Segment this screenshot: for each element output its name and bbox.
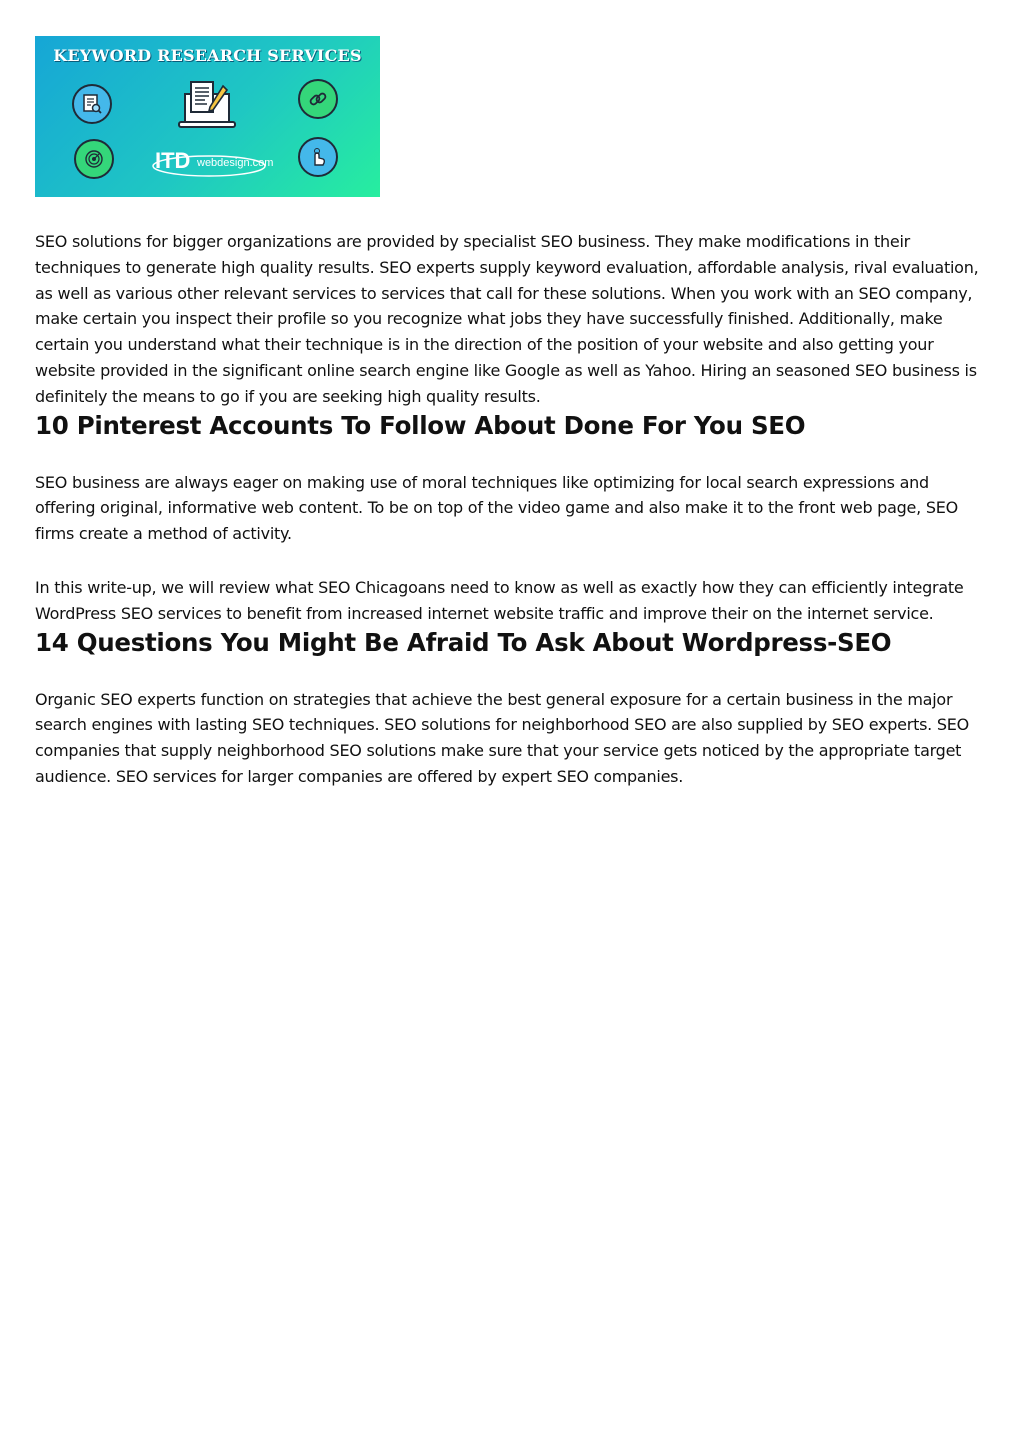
paragraph-seo-business: SEO business are always eager on making use of moral techniques like optimizing for local search expressions and offering original, informative web content. To be on top of the video game and also make it to the front web page, SEO firms create a method of activity. bbox=[35, 472, 958, 544]
section-heading-pinterest: 10 Pinterest Accounts To Follow About Done For You SEO bbox=[35, 410, 806, 440]
touch-hand-icon bbox=[298, 137, 338, 177]
itd-webdesign-logo bbox=[151, 144, 274, 180]
svg-text:ITD: ITD bbox=[155, 148, 191, 173]
section-heading-questions: 14 Questions You Might Be Afraid To Ask About Wordpress-SEO bbox=[35, 627, 892, 657]
radar-target-icon bbox=[74, 139, 114, 179]
paragraph-write-up: In this write-up, we will review what SEO Chicagoans need to know as well as exactly how they can efficiently integrate WordPress SEO services to benefit from increased internet website traffic and improve their on the internet service. bbox=[35, 577, 964, 623]
report-search-icon bbox=[72, 84, 112, 124]
keyword-research-banner-image bbox=[35, 36, 380, 197]
intro-paragraph: SEO solutions for bigger organizations are provided by specialist SEO business. They make modifications in their techniques to generate high quality results. SEO experts supply keyword evaluation, affordable analysis, rival evaluation, as well as various other relevant services to services that call for these solutions. When you work with an SEO company, make certain you inspect their profile so you recognize what jobs they have successfully finished. Additionally, make certain you understand what their technique is in the direction of the position of your website and also getting your website provided in the significant online search engine like Google as well as Yahoo. Hiring an seasoned SEO business is definitely the means to go if you are seeking high quality results. bbox=[35, 232, 979, 406]
brand-domain: webdesign.com bbox=[197, 157, 274, 169]
laptop-document-icon bbox=[177, 80, 237, 132]
paragraph-organic-seo: Organic SEO experts function on strategies that achieve the best general exposure for a certain business in the major search engines with lasting SEO techniques. SEO solutions for neighborhood SEO are also supplied by SEO experts. SEO companies that supply neighborhood SEO solutions make sure that your service gets noticed by the appropriate target audience. SEO services for larger companies are offered by expert SEO companies. bbox=[35, 689, 969, 786]
link-chain-icon bbox=[298, 79, 338, 119]
banner-title: KEYWORD RESEARCH SERVICES bbox=[53, 46, 362, 65]
article-page bbox=[35, 36, 990, 790]
